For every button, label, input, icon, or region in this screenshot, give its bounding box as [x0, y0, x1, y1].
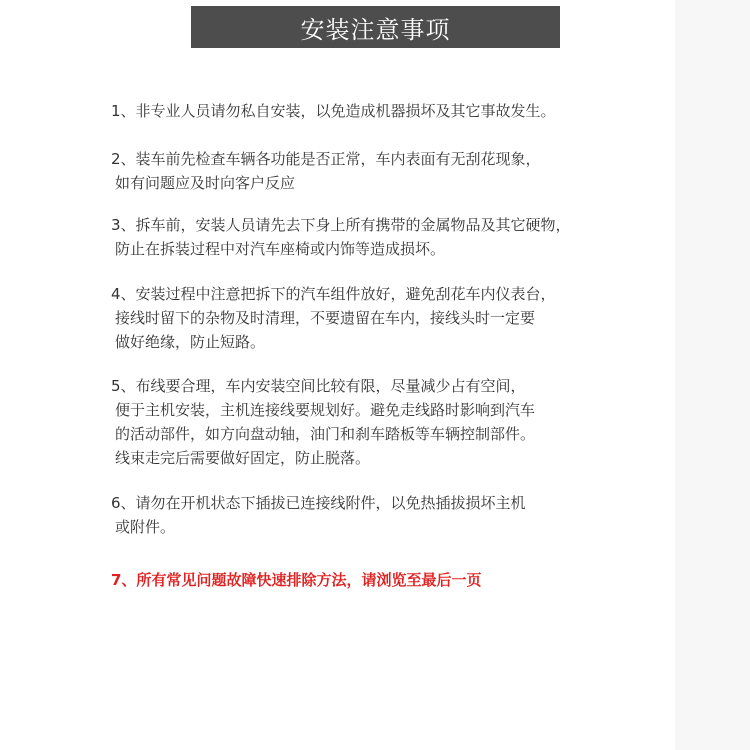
notice-line: 1、非专业人员请勿私自安装，以免造成机器损坏及其它事故发生。: [111, 102, 556, 120]
notice-line-highlight: 7、所有常见问题故障快速排除方法，请浏览至最后一页: [111, 571, 482, 589]
notice-line: 6、请勿在开机状态下插拔已连接线附件，以免热插拔损坏主机: [111, 494, 526, 512]
notice-line: 5、布线要合理，车内安装空间比较有限，尽量减少占有空间，: [111, 377, 526, 395]
notice-item-2: [111, 147, 671, 195]
notice-line: 防止在拆装过程中对汽车座椅或内饰等造成损坏。: [115, 240, 446, 258]
notice-item-7-highlight: [111, 568, 671, 592]
notice-line: 3、拆车前，安装人员请先去下身上所有携带的金属物品及其它硬物，: [111, 216, 571, 234]
notice-line: 4、安装过程中注意把拆下的汽车组件放好，避免刮花车内仪表台，: [111, 285, 556, 303]
notice-line: 2、装车前先检查车辆各功能是否正常，车内表面有无刮花现象，: [111, 150, 541, 168]
notice-line: 或附件。: [115, 518, 176, 536]
notice-line: 接线时留下的杂物及时清理，不要遗留在车内，接线头时一定要: [115, 309, 536, 327]
notice-line: 如有问题应及时向客户反应: [115, 174, 296, 192]
notice-line: 线束走完后需要做好固定，防止脱落。: [115, 449, 371, 467]
notice-item-1: [111, 99, 671, 123]
notice-item-3: [111, 213, 671, 261]
notice-item-4: [111, 282, 671, 354]
notice-line: 做好绝缘，防止短路。: [115, 333, 266, 351]
notice-item-5: [111, 374, 671, 470]
notice-line: 便于主机安装，主机连接线要规划好。避免走线路时影响到汽车: [115, 401, 536, 419]
page-title: 安装注意事项: [300, 15, 451, 44]
notice-item-6: [111, 491, 671, 539]
notice-line: 的活动部件，如方向盘动轴，油门和刹车踏板等车辆控制部件。: [115, 425, 536, 443]
